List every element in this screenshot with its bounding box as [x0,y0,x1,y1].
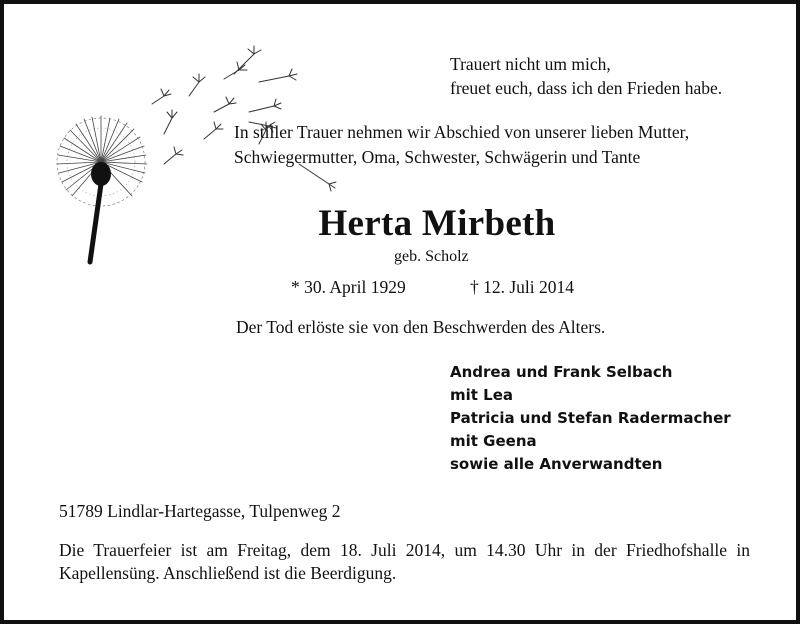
address: 51789 Lindlar-Hartegasse, Tulpenweg 2 [59,501,341,521]
poem-line: freuet euch, dass ich den Frieden habe. [450,78,723,98]
family-member: sowie alle Anverwandten [450,455,663,473]
family-member: Andrea und Frank Selbach [450,363,673,381]
intro-line: In stiller Trauer nehmen wir Abschied von unserer lieben Mutter, [234,122,690,142]
birth-date: * 30. April 1929 [291,277,406,297]
death-date: † 12. Juli 2014 [470,277,575,297]
maiden-name: geb. Scholz [394,248,469,265]
service-line: Kapellensüng. Anschließend ist die Beerdigung. [59,563,397,583]
intro-text [234,120,689,170]
poem [450,52,722,100]
service-line: Die Trauerfeier ist am Freitag, dem 18. Juli 2014, um 14.30 Uhr in der Friedhofshalle in [59,540,750,560]
family-list [450,361,731,476]
intro-line: Schwiegermutter, Oma, Schwester, Schwägerin und Tante [234,147,641,167]
cause-statement: Der Tod erlöste sie von den Beschwerden des Alters. [236,317,606,337]
family-member: Patricia und Stefan Radermacher [450,409,731,427]
family-member: mit Geena [450,432,537,450]
service-info [59,539,750,585]
poem-line: Trauert nicht um mich, [450,54,611,74]
family-member: mit Lea [450,386,514,404]
deceased-name: Herta Mirbeth [318,203,556,244]
